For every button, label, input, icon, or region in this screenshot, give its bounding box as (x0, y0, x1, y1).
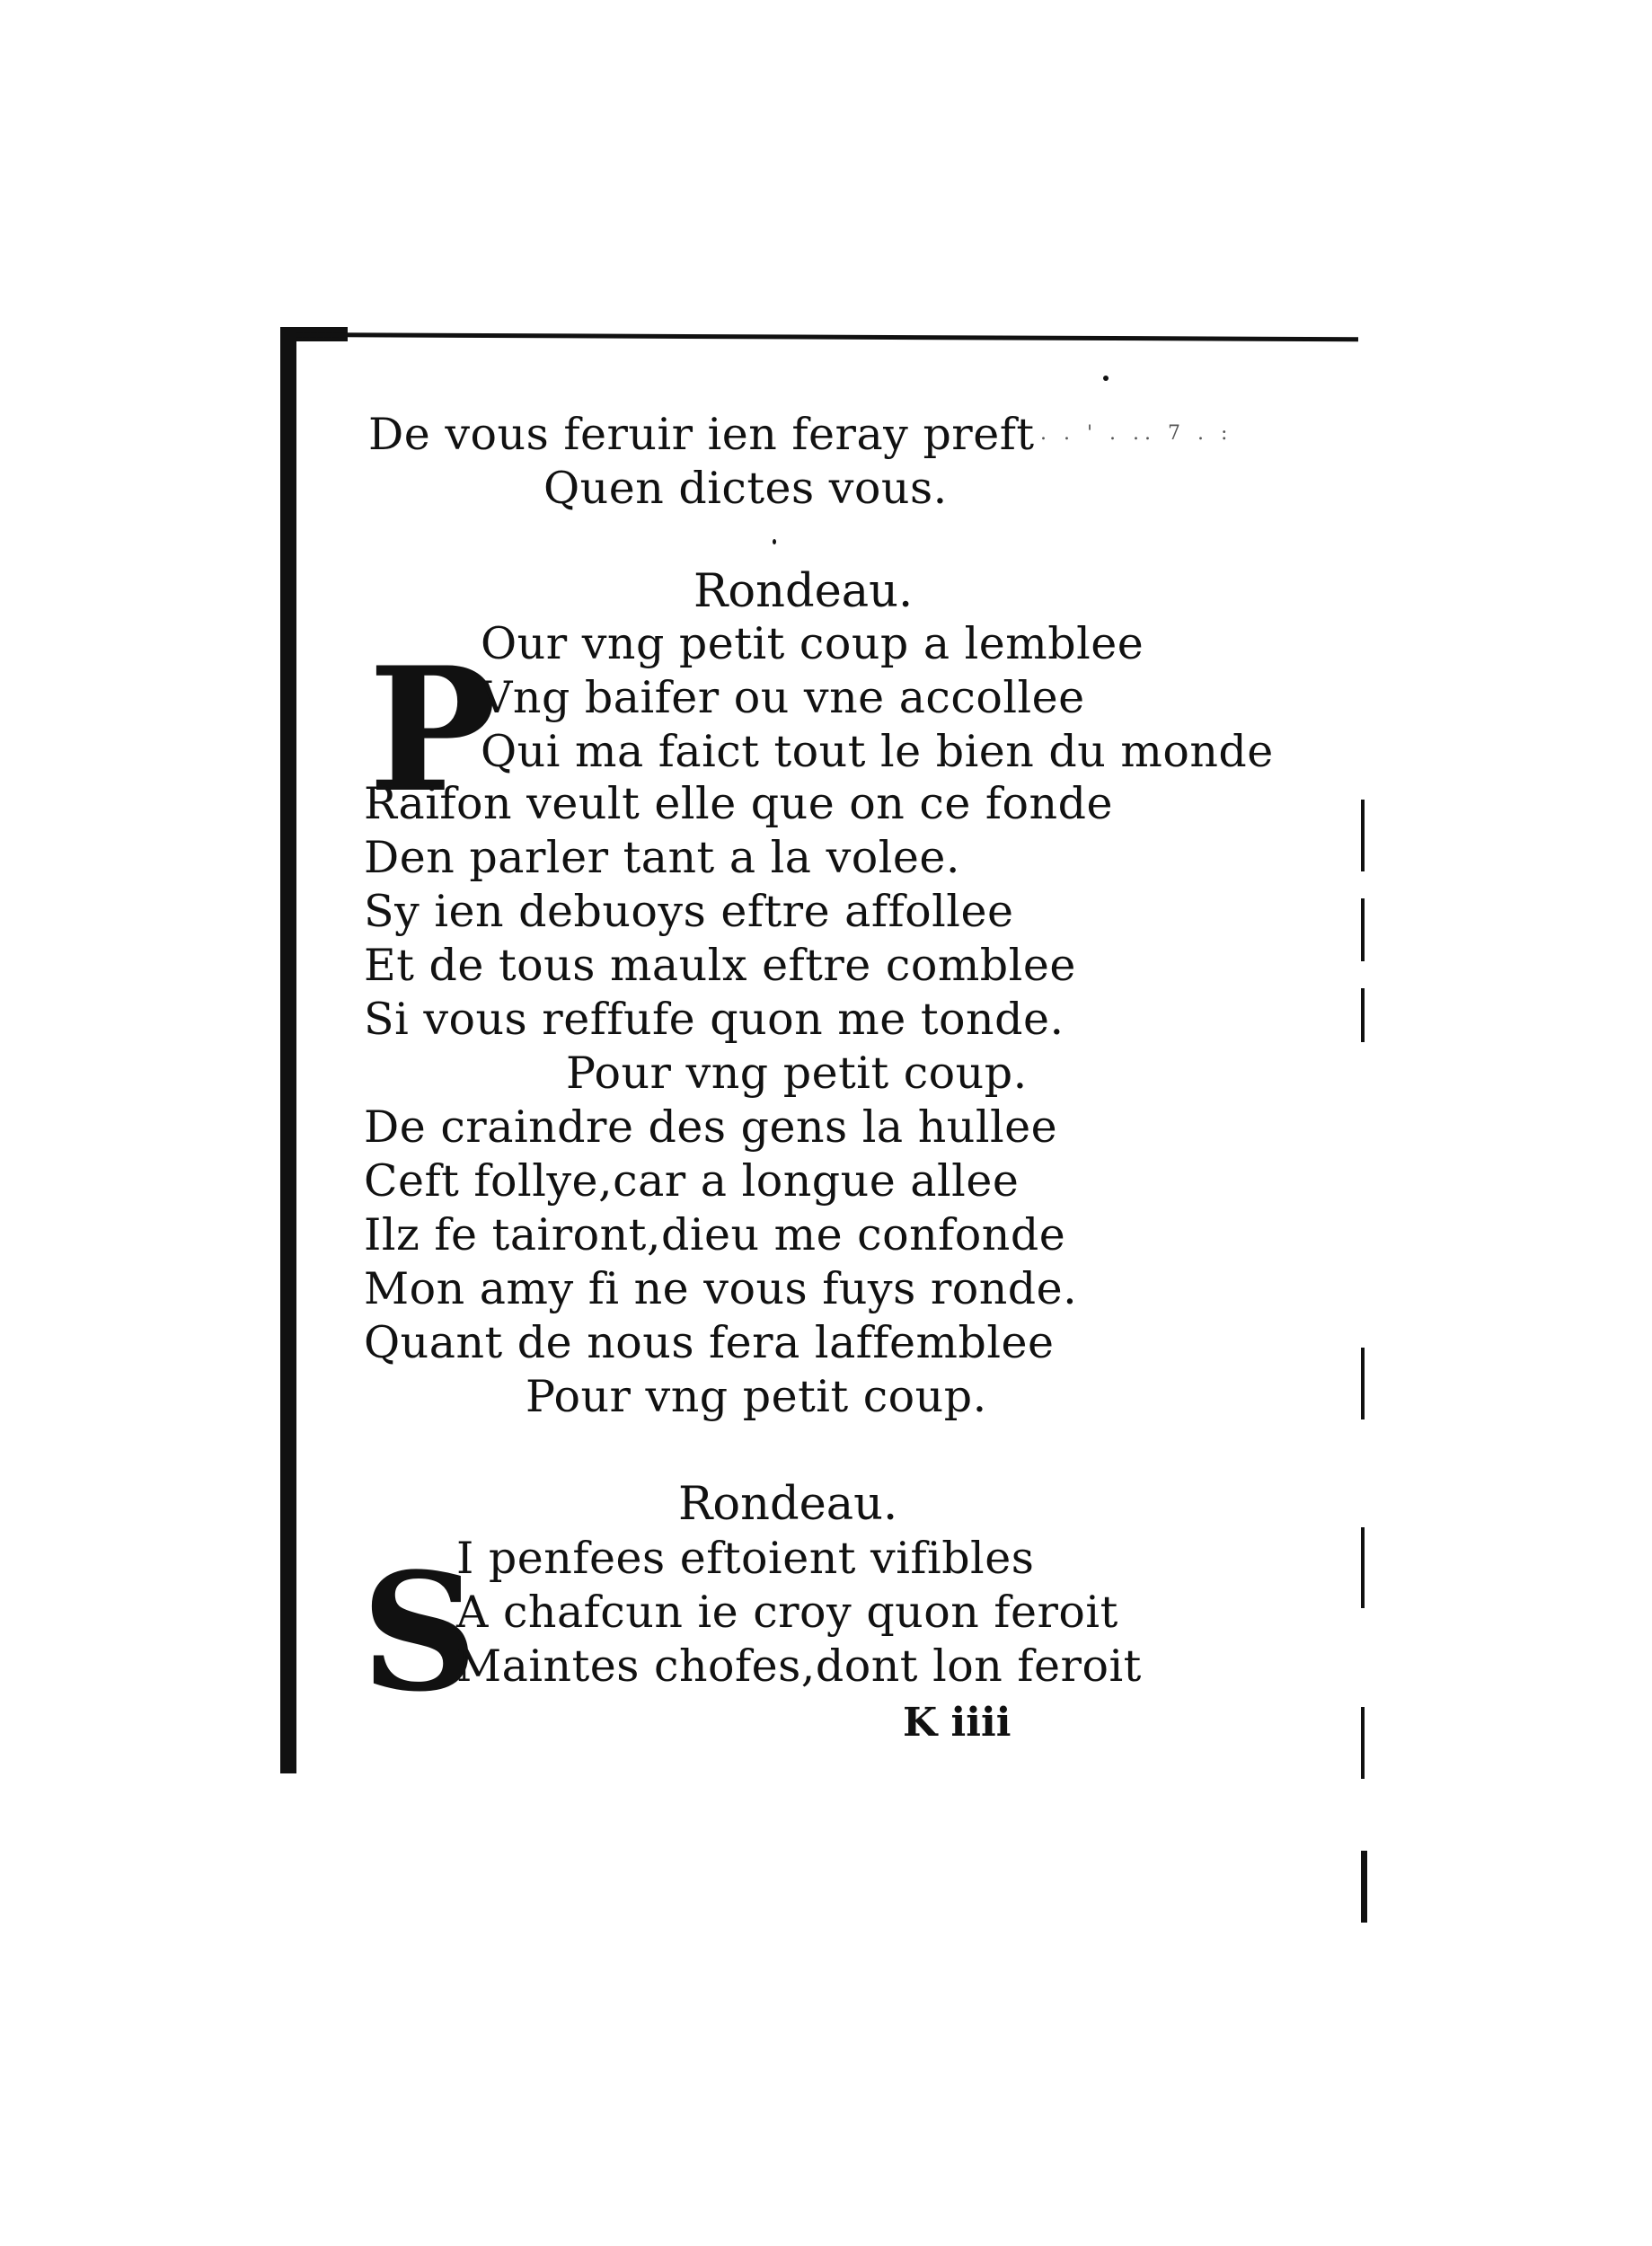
rondeau-2-line: Maintes chofes,dont lon feroit (456, 1640, 1142, 1692)
right-margin-mark (1361, 1851, 1367, 1923)
rondeau-2-line: I penfees eftoient vifibles (456, 1533, 1035, 1584)
rondeau-2-dropcap: S (361, 1538, 478, 1728)
rondeau-1-line: Our vng petit coup a lemblee (481, 618, 1144, 669)
ink-speck (773, 539, 776, 544)
rondeau-1-line: Vng baifer ou vne accollee (481, 672, 1085, 723)
rondeau-1-dropcap: P (368, 630, 497, 830)
rondeau-1-line: Si vous reffufe quon me tonde. (364, 994, 1065, 1045)
rondeau-1-line: Et de tous maulx eftre comblee (364, 940, 1076, 991)
rondeau-1-refrain: Pour vng petit coup. (566, 1048, 1028, 1099)
top-border-rule (280, 332, 1358, 341)
right-margin-mark (1361, 988, 1365, 1042)
rondeau-1-refrain: Pour vng petit coup. (526, 1371, 987, 1422)
rondeau-1-line: Raifon veult elle que on ce fonde (364, 778, 1113, 829)
right-margin-mark (1361, 800, 1365, 871)
top-line-1: De vous feruir ien feray preft (368, 409, 1035, 460)
rondeau-2-line: A chafcun ie croy quon feroit (456, 1587, 1118, 1638)
left-border-rule (280, 327, 296, 1773)
rondeau-1-line: Qui ma faict tout le bien du monde (481, 726, 1274, 777)
right-margin-mark (1361, 1348, 1365, 1419)
right-margin-mark (1361, 1527, 1365, 1608)
top-line-2: Quen dictes vous. (543, 463, 948, 514)
signature-mark: K iiii (903, 1700, 1012, 1746)
right-margin-mark (1361, 1707, 1365, 1779)
rondeau-1-line: Ilz fe tairont,dieu me confonde (364, 1209, 1066, 1260)
marginal-marks: . . ' . .. 7 . : (1040, 422, 1233, 445)
right-margin-mark (1361, 898, 1365, 961)
rondeau-1-line: Den parler tant a la volee. (364, 832, 960, 883)
rondeau-1-line: Mon amy fi ne vous fuys ronde. (364, 1263, 1078, 1314)
ink-speck (1103, 376, 1109, 381)
rondeau-1-heading: Rondeau. (693, 565, 914, 618)
rondeau-2-heading: Rondeau. (678, 1478, 898, 1531)
rondeau-1-line: De craindre des gens la hullee (364, 1101, 1058, 1153)
rondeau-1-line: Ceft follye,car a longue allee (364, 1155, 1020, 1207)
rondeau-1-line: Sy ien debuoys eftre affollee (364, 886, 1014, 937)
rondeau-1-line: Quant de nous fera laffemblee (364, 1317, 1055, 1368)
